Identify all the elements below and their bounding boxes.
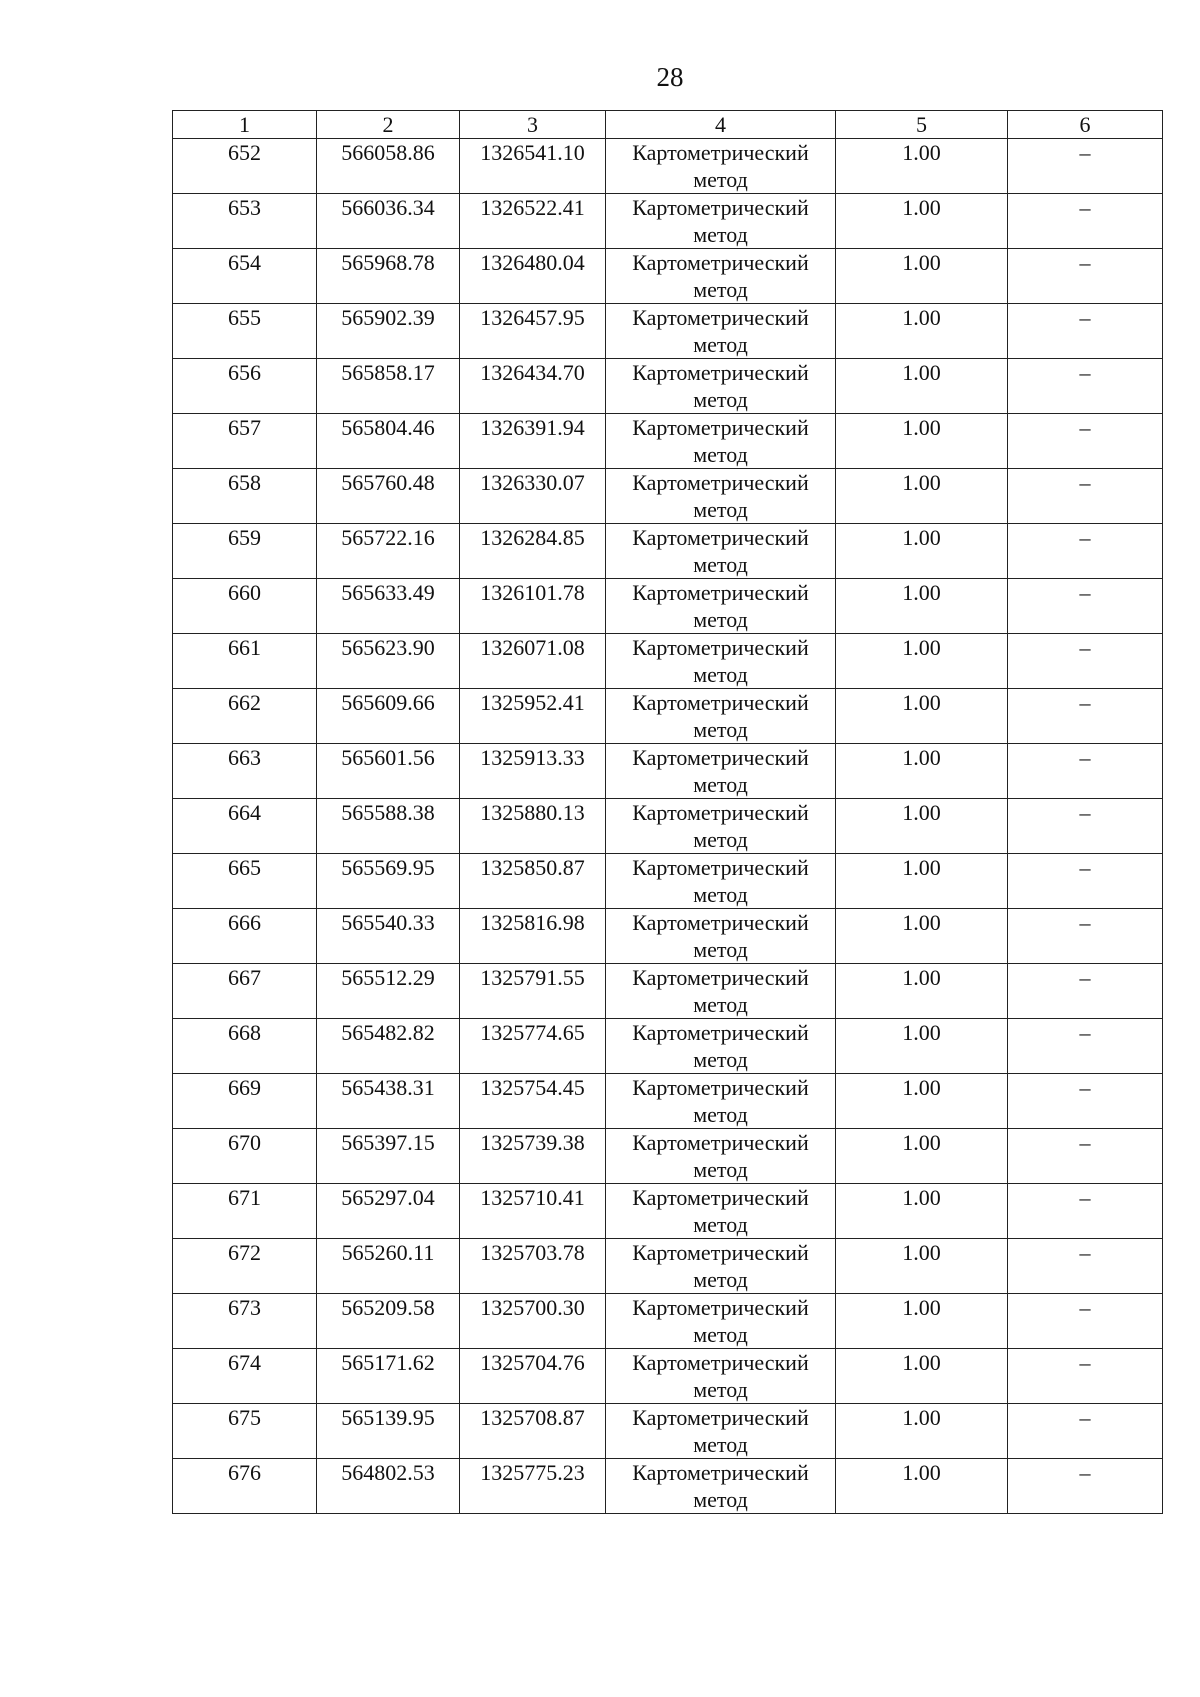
accuracy-cell: 1.00 — [836, 799, 1008, 854]
x-coordinate-cell: 565623.90 — [317, 634, 460, 689]
method-cell — [606, 634, 836, 689]
method-cell — [606, 1019, 836, 1074]
point-number-cell: 676 — [173, 1459, 317, 1514]
x-coordinate-cell: 565722.16 — [317, 524, 460, 579]
description-cell: – — [1008, 139, 1163, 194]
description-cell: – — [1008, 854, 1163, 909]
accuracy-cell: 1.00 — [836, 689, 1008, 744]
description-cell: – — [1008, 689, 1163, 744]
point-number-cell: 659 — [173, 524, 317, 579]
y-coordinate-cell: 1325775.23 — [460, 1459, 606, 1514]
method-text: Картометрический метод — [632, 1405, 809, 1457]
method-text: Картометрический метод — [632, 965, 809, 1017]
method-cell — [606, 1459, 836, 1514]
table-row — [173, 1019, 1163, 1074]
description-cell: – — [1008, 249, 1163, 304]
y-coordinate-cell: 1325710.41 — [460, 1184, 606, 1239]
accuracy-cell: 1.00 — [836, 1349, 1008, 1404]
method-text: Картометрический метод — [632, 1075, 809, 1127]
method-cell — [606, 249, 836, 304]
accuracy-cell: 1.00 — [836, 909, 1008, 964]
point-number-cell: 653 — [173, 194, 317, 249]
x-coordinate-cell: 565260.11 — [317, 1239, 460, 1294]
x-coordinate-cell: 565482.82 — [317, 1019, 460, 1074]
description-cell: – — [1008, 1074, 1163, 1129]
table-row — [173, 1349, 1163, 1404]
method-cell — [606, 359, 836, 414]
column-header: 5 — [836, 111, 1008, 139]
method-text: Картометрический метод — [632, 1130, 809, 1182]
table-row — [173, 304, 1163, 359]
method-text: Картометрический метод — [632, 525, 809, 577]
x-coordinate-cell: 565804.46 — [317, 414, 460, 469]
description-cell: – — [1008, 1459, 1163, 1514]
method-cell — [606, 524, 836, 579]
point-number-cell: 675 — [173, 1404, 317, 1459]
y-coordinate-cell: 1326101.78 — [460, 579, 606, 634]
method-cell — [606, 799, 836, 854]
table-row — [173, 524, 1163, 579]
method-text: Картометрический метод — [632, 1240, 809, 1292]
y-coordinate-cell: 1325850.87 — [460, 854, 606, 909]
point-number-cell: 673 — [173, 1294, 317, 1349]
description-cell: – — [1008, 524, 1163, 579]
table-row — [173, 579, 1163, 634]
method-cell — [606, 194, 836, 249]
method-text: Картометрический метод — [632, 470, 809, 522]
point-number-cell: 664 — [173, 799, 317, 854]
y-coordinate-cell: 1325913.33 — [460, 744, 606, 799]
description-cell: – — [1008, 1019, 1163, 1074]
accuracy-cell: 1.00 — [836, 1074, 1008, 1129]
x-coordinate-cell: 565569.95 — [317, 854, 460, 909]
column-header: 2 — [317, 111, 460, 139]
accuracy-cell: 1.00 — [836, 1459, 1008, 1514]
point-number-cell: 665 — [173, 854, 317, 909]
description-cell: – — [1008, 414, 1163, 469]
method-cell — [606, 1074, 836, 1129]
method-cell — [606, 1239, 836, 1294]
method-cell — [606, 689, 836, 744]
y-coordinate-cell: 1326541.10 — [460, 139, 606, 194]
method-text: Картометрический метод — [632, 305, 809, 357]
point-number-cell: 656 — [173, 359, 317, 414]
x-coordinate-cell: 565297.04 — [317, 1184, 460, 1239]
accuracy-cell: 1.00 — [836, 579, 1008, 634]
accuracy-cell: 1.00 — [836, 744, 1008, 799]
method-cell — [606, 139, 836, 194]
table-row — [173, 1184, 1163, 1239]
y-coordinate-cell: 1325791.55 — [460, 964, 606, 1019]
column-header: 1 — [173, 111, 317, 139]
y-coordinate-cell: 1326480.04 — [460, 249, 606, 304]
accuracy-cell: 1.00 — [836, 304, 1008, 359]
table-row — [173, 1074, 1163, 1129]
y-coordinate-cell: 1325708.87 — [460, 1404, 606, 1459]
y-coordinate-cell: 1326457.95 — [460, 304, 606, 359]
description-cell: – — [1008, 634, 1163, 689]
accuracy-cell: 1.00 — [836, 634, 1008, 689]
table-row — [173, 854, 1163, 909]
method-text: Картометрический метод — [632, 745, 809, 797]
description-cell: – — [1008, 744, 1163, 799]
table-row — [173, 1239, 1163, 1294]
description-cell: – — [1008, 799, 1163, 854]
point-number-cell: 667 — [173, 964, 317, 1019]
method-cell — [606, 909, 836, 964]
method-cell — [606, 1129, 836, 1184]
description-cell: – — [1008, 194, 1163, 249]
point-number-cell: 657 — [173, 414, 317, 469]
accuracy-cell: 1.00 — [836, 1404, 1008, 1459]
table-row — [173, 1404, 1163, 1459]
point-number-cell: 666 — [173, 909, 317, 964]
y-coordinate-cell: 1325703.78 — [460, 1239, 606, 1294]
method-cell — [606, 1404, 836, 1459]
method-text: Картометрический метод — [632, 1020, 809, 1072]
point-number-cell: 672 — [173, 1239, 317, 1294]
x-coordinate-cell: 565512.29 — [317, 964, 460, 1019]
method-cell — [606, 469, 836, 524]
y-coordinate-cell: 1326284.85 — [460, 524, 606, 579]
description-cell: – — [1008, 469, 1163, 524]
x-coordinate-cell: 565858.17 — [317, 359, 460, 414]
table-row — [173, 964, 1163, 1019]
description-cell: – — [1008, 1239, 1163, 1294]
description-cell: – — [1008, 1184, 1163, 1239]
column-header: 6 — [1008, 111, 1163, 139]
column-header: 3 — [460, 111, 606, 139]
table-row — [173, 469, 1163, 524]
table-row — [173, 744, 1163, 799]
accuracy-cell: 1.00 — [836, 469, 1008, 524]
accuracy-cell: 1.00 — [836, 139, 1008, 194]
x-coordinate-cell: 564802.53 — [317, 1459, 460, 1514]
method-text: Картометрический метод — [632, 635, 809, 687]
description-cell: – — [1008, 1349, 1163, 1404]
point-number-cell: 655 — [173, 304, 317, 359]
point-number-cell: 661 — [173, 634, 317, 689]
table-row — [173, 1129, 1163, 1184]
x-coordinate-cell: 565968.78 — [317, 249, 460, 304]
description-cell: – — [1008, 1129, 1163, 1184]
method-text: Картометрический метод — [632, 1185, 809, 1237]
accuracy-cell: 1.00 — [836, 359, 1008, 414]
x-coordinate-cell: 565171.62 — [317, 1349, 460, 1404]
x-coordinate-cell: 565438.31 — [317, 1074, 460, 1129]
method-text: Картометрический метод — [632, 360, 809, 412]
point-number-cell: 658 — [173, 469, 317, 524]
method-text: Картометрический метод — [632, 140, 809, 192]
method-text: Картометрический метод — [632, 1350, 809, 1402]
y-coordinate-cell: 1326522.41 — [460, 194, 606, 249]
description-cell: – — [1008, 1404, 1163, 1459]
y-coordinate-cell: 1326434.70 — [460, 359, 606, 414]
method-cell — [606, 1184, 836, 1239]
point-number-cell: 670 — [173, 1129, 317, 1184]
y-coordinate-cell: 1325880.13 — [460, 799, 606, 854]
y-coordinate-cell: 1325774.65 — [460, 1019, 606, 1074]
table-row — [173, 1459, 1163, 1514]
method-text: Картометрический метод — [632, 250, 809, 302]
accuracy-cell: 1.00 — [836, 1184, 1008, 1239]
y-coordinate-cell: 1326071.08 — [460, 634, 606, 689]
x-coordinate-cell: 565139.95 — [317, 1404, 460, 1459]
y-coordinate-cell: 1325816.98 — [460, 909, 606, 964]
method-cell — [606, 1349, 836, 1404]
x-coordinate-cell: 565209.58 — [317, 1294, 460, 1349]
description-cell: – — [1008, 909, 1163, 964]
table-header-row — [173, 111, 1163, 139]
x-coordinate-cell: 565601.56 — [317, 744, 460, 799]
y-coordinate-cell: 1326330.07 — [460, 469, 606, 524]
y-coordinate-cell: 1325700.30 — [460, 1294, 606, 1349]
table-row — [173, 689, 1163, 744]
x-coordinate-cell: 565397.15 — [317, 1129, 460, 1184]
point-number-cell: 652 — [173, 139, 317, 194]
method-cell — [606, 744, 836, 799]
point-number-cell: 669 — [173, 1074, 317, 1129]
description-cell: – — [1008, 359, 1163, 414]
table-row — [173, 359, 1163, 414]
method-text: Картометрический метод — [632, 1295, 809, 1347]
table-row — [173, 414, 1163, 469]
table-row — [173, 909, 1163, 964]
method-cell — [606, 1294, 836, 1349]
x-coordinate-cell: 566036.34 — [317, 194, 460, 249]
table-row — [173, 249, 1163, 304]
description-cell: – — [1008, 304, 1163, 359]
method-text: Картометрический метод — [632, 910, 809, 962]
accuracy-cell: 1.00 — [836, 524, 1008, 579]
accuracy-cell: 1.00 — [836, 194, 1008, 249]
x-coordinate-cell: 565902.39 — [317, 304, 460, 359]
method-text: Картометрический метод — [632, 1460, 809, 1512]
method-cell — [606, 304, 836, 359]
point-number-cell: 654 — [173, 249, 317, 304]
accuracy-cell: 1.00 — [836, 414, 1008, 469]
column-header: 4 — [606, 111, 836, 139]
method-cell — [606, 854, 836, 909]
accuracy-cell: 1.00 — [836, 1294, 1008, 1349]
y-coordinate-cell: 1325739.38 — [460, 1129, 606, 1184]
table-row — [173, 799, 1163, 854]
accuracy-cell: 1.00 — [836, 854, 1008, 909]
accuracy-cell: 1.00 — [836, 964, 1008, 1019]
method-cell — [606, 964, 836, 1019]
point-number-cell: 663 — [173, 744, 317, 799]
point-number-cell: 660 — [173, 579, 317, 634]
page-number: 28 — [656, 62, 684, 92]
y-coordinate-cell: 1326391.94 — [460, 414, 606, 469]
method-text: Картометрический метод — [632, 855, 809, 907]
method-text: Картометрический метод — [632, 415, 809, 467]
x-coordinate-cell: 565609.66 — [317, 689, 460, 744]
coordinates-table — [172, 110, 1163, 1514]
y-coordinate-cell: 1325704.76 — [460, 1349, 606, 1404]
accuracy-cell: 1.00 — [836, 1019, 1008, 1074]
table-body — [173, 139, 1163, 1514]
method-text: Картометрический метод — [632, 690, 809, 742]
point-number-cell: 674 — [173, 1349, 317, 1404]
description-cell: – — [1008, 579, 1163, 634]
x-coordinate-cell: 566058.86 — [317, 139, 460, 194]
accuracy-cell: 1.00 — [836, 249, 1008, 304]
x-coordinate-cell: 565760.48 — [317, 469, 460, 524]
y-coordinate-cell: 1325754.45 — [460, 1074, 606, 1129]
method-text: Картометрический метод — [632, 580, 809, 632]
x-coordinate-cell: 565633.49 — [317, 579, 460, 634]
table-row — [173, 1294, 1163, 1349]
x-coordinate-cell: 565540.33 — [317, 909, 460, 964]
point-number-cell: 671 — [173, 1184, 317, 1239]
method-text: Картометрический метод — [632, 195, 809, 247]
point-number-cell: 662 — [173, 689, 317, 744]
method-text: Картометрический метод — [632, 800, 809, 852]
accuracy-cell: 1.00 — [836, 1129, 1008, 1184]
description-cell: – — [1008, 1294, 1163, 1349]
point-number-cell: 668 — [173, 1019, 317, 1074]
y-coordinate-cell: 1325952.41 — [460, 689, 606, 744]
x-coordinate-cell: 565588.38 — [317, 799, 460, 854]
description-cell: – — [1008, 964, 1163, 1019]
method-cell — [606, 414, 836, 469]
table-row — [173, 139, 1163, 194]
method-cell — [606, 579, 836, 634]
accuracy-cell: 1.00 — [836, 1239, 1008, 1294]
table-row — [173, 194, 1163, 249]
table-row — [173, 634, 1163, 689]
